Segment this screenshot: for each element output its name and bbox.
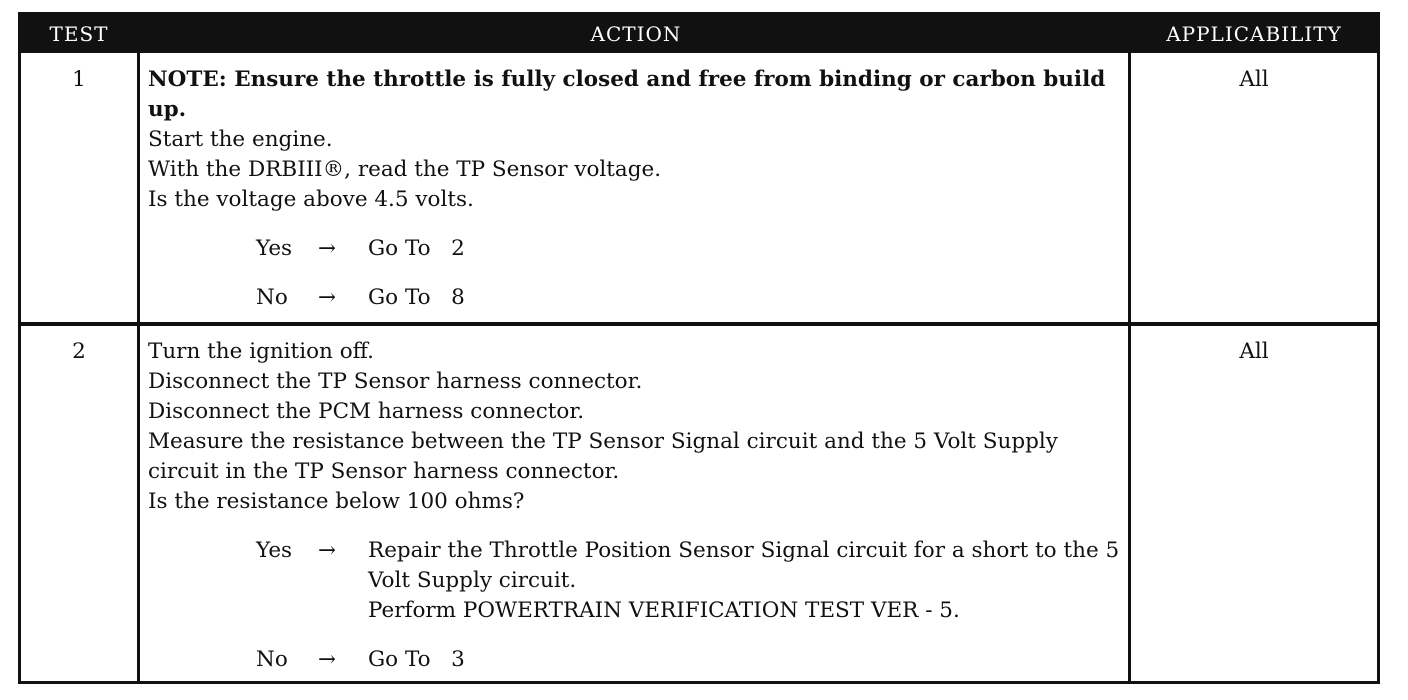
table-header [21,15,1377,53]
test-number: 1 [72,67,86,92]
step-text: With the DRBIII®, read the TP Sensor voltage. [148,157,662,182]
step-text: Start the engine. [148,127,333,152]
answer-result: Go To 2 [368,236,465,261]
header-action: ACTION [590,22,682,46]
answer-yes [256,234,1128,264]
answer-yes [256,536,1128,626]
arrow-icon: → [318,236,337,261]
table-row [148,337,1128,675]
column-divider [137,53,140,681]
applicability-value: All [1239,339,1269,364]
applicability-value: All [1239,67,1269,92]
answer-result: Go To 8 [368,285,465,310]
answer-no [256,283,1128,313]
answer-label: Yes [256,236,293,261]
answer-result: Repair the Throttle Position Sensor Signal circuit for a short to the 5 Volt Supply circuit. [368,538,1120,593]
header-applicability: APPLICABILITY [1166,22,1342,46]
column-divider [1128,53,1131,681]
step-text: Measure the resistance between the TP Sensor Signal circuit and the 5 Volt Supply circuit in the TP Sensor harness connector. [148,429,1058,484]
answer-label: No [256,647,288,672]
step-text: Disconnect the TP Sensor harness connector. [148,369,643,394]
step-text: Is the resistance below 100 ohms? [148,489,525,514]
arrow-icon: → [318,647,337,672]
note-text: NOTE: Ensure the throttle is fully closed and free from binding or carbon build up. [148,67,1106,122]
arrow-icon: → [318,285,337,310]
answer-result-followup: Perform POWERTRAIN VERIFICATION TEST VER - 5. [368,598,960,623]
step-text: Turn the ignition off. [148,339,374,364]
test-number: 2 [72,339,86,364]
header-test: TEST [49,22,109,46]
row-divider [21,322,1377,326]
step-text: Is the voltage above 4.5 volts. [148,187,474,212]
answer-result: Go To 3 [368,647,465,672]
diagnostic-table [18,12,1380,684]
answer-no [256,645,1128,675]
step-text: Disconnect the PCM harness connector. [148,399,585,424]
table-row [148,65,1128,313]
arrow-icon: → [318,538,337,563]
answer-label: No [256,285,288,310]
answer-label: Yes [256,538,293,563]
